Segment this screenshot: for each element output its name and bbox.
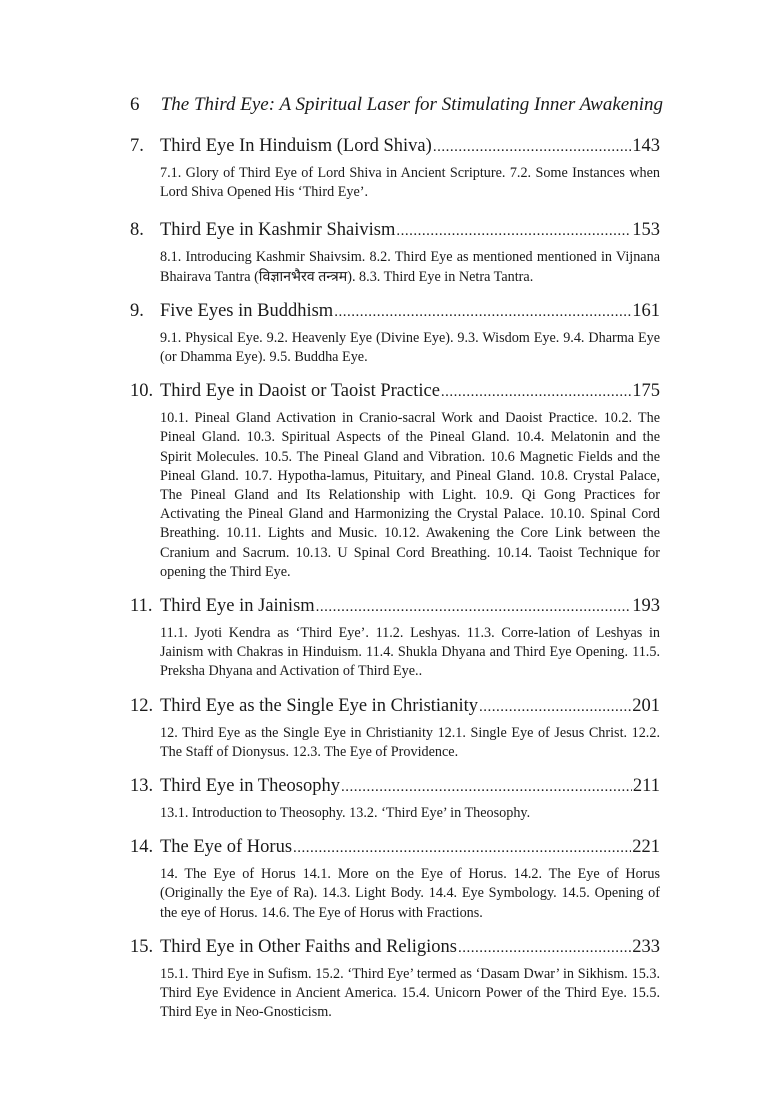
chapter-page-number: 175 xyxy=(632,381,660,402)
chapter-number: 14. xyxy=(130,837,154,858)
chapter-title: The Eye of Horus xyxy=(160,837,293,858)
dot-leader xyxy=(316,595,632,620)
chapter-number: 8. xyxy=(130,220,144,241)
running-title: The Third Eye: A Spiritual Laser for Stimulating Inner Awakening xyxy=(160,94,663,115)
toc-entry xyxy=(130,935,660,1023)
chapter-title: Third Eye as the Single Eye in Christianity xyxy=(160,695,479,716)
toc-entry xyxy=(130,774,660,823)
chapter-number: 10. xyxy=(130,381,154,402)
dot-leader xyxy=(396,219,631,244)
chapter-number: 11. xyxy=(130,596,153,617)
toc-entry-heading xyxy=(130,379,660,405)
toc-entry xyxy=(130,594,660,682)
toc-entry xyxy=(130,218,660,286)
toc-entry-heading xyxy=(130,835,660,861)
toc-entry-heading xyxy=(130,694,660,720)
chapter-page-number: 153 xyxy=(632,220,660,241)
toc-entry xyxy=(130,134,660,202)
dot-leader xyxy=(334,300,631,325)
chapter-title: Five Eyes in Buddhism xyxy=(160,300,334,321)
toc-entry xyxy=(130,835,660,923)
dot-leader xyxy=(293,836,631,861)
toc-entry-heading xyxy=(130,935,660,961)
toc-entry-heading xyxy=(130,774,660,800)
chapter-subsections: 13.1. Introduction to Theosophy. 13.2. ‘Third Eye’ in Theosophy. xyxy=(160,805,531,822)
chapter-page-number: 161 xyxy=(632,300,660,321)
toc-entry-heading xyxy=(130,594,660,620)
chapter-page-number: 193 xyxy=(632,596,660,617)
chapter-number: 15. xyxy=(130,936,154,957)
dot-leader xyxy=(433,135,631,160)
toc-entry-heading xyxy=(130,134,660,160)
page-header xyxy=(130,94,663,122)
toc-entry-heading xyxy=(130,299,660,325)
dot-leader xyxy=(441,380,631,405)
chapter-number: 12. xyxy=(130,695,154,716)
chapter-title: Third Eye in Kashmir Shaivism xyxy=(160,220,396,241)
toc-entry xyxy=(130,379,660,582)
chapter-page-number: 201 xyxy=(632,695,660,716)
chapter-subsections: 12. Third Eye as the Single Eye in Christianity 12.1. Single Eye of Jesus Christ. 12.2. The Staff of Dionysus. 12.3. The Eye of Providence. xyxy=(160,724,660,760)
chapter-number: 9. xyxy=(130,300,144,321)
chapter-number: 13. xyxy=(130,776,154,797)
chapter-page-number: 221 xyxy=(632,837,660,858)
chapter-title: Third Eye In Hinduism (Lord Shiva) xyxy=(160,136,432,156)
chapter-subsections: 14. The Eye of Horus 14.1. More on the Eye of Horus. 14.2. The Eye of Horus (Originally the Eye of Ra). 14.3. Light Body. 14.4. Eye Symbology. 14.5. Opening of the eye of Horus. 14.6. The Eye of Horus with Fractions. xyxy=(160,866,660,921)
chapter-title: Third Eye in Jainism xyxy=(160,596,315,617)
chapter-page-number: 143 xyxy=(632,136,660,156)
chapter-subsections: 7.1. Glory of Third Eye of Lord Shiva in Ancient Scripture. 7.2. Some Instances when Lord Shiva Opened His ‘Third Eye’. xyxy=(160,165,660,201)
chapter-title: Third Eye in Daoist or Taoist Practice xyxy=(160,381,440,402)
toc-entry-heading xyxy=(130,218,660,244)
chapter-page-number: 211 xyxy=(632,776,660,797)
chapter-subsections: 8.1. Introducing Kashmir Shaivsim. 8.2. Third Eye as mentioned mentioned in Vijnana Bhairava Tantra (विज्ञानभैरव तन्त्रम). 8.3. Third Eye in Netra Tantra. xyxy=(160,249,660,285)
page-number: 6 xyxy=(130,94,140,115)
chapter-subsections: 9.1. Physical Eye. 9.2. Heavenly Eye (Divine Eye). 9.3. Wisdom Eye. 9.4. Dharma Eye (or Dhamma Eye). 9.5. Buddha Eye. xyxy=(160,329,660,366)
chapter-subsections: 11.1. Jyoti Kendra as ‘Third Eye’. 11.2. Leshyas. 11.3. Corre-lation of Leshyas in Jainism with Chakras in Hinduism. 11.4. Shukla Dhyana and Third Eye Opening. 11.5. Preksha Dhyana and Activation of Third Eye.. xyxy=(160,625,660,680)
dot-leader xyxy=(341,775,632,800)
chapter-number: 7. xyxy=(130,136,144,156)
chapter-title: Third Eye in Theosophy xyxy=(160,776,341,797)
toc-entry xyxy=(130,299,660,367)
chapter-subsections: 10.1. Pineal Gland Activation in Cranio-sacral Work and Daoist Practice. 10.2. The Pineal Gland. 10.3. Spiritual Aspects of the Pineal Gland. 10.4. Melatonin and the Spirit Molecules. 10.5. The Pineal Gland and Vibration. 10.6 Magnetic Fields and the Pineal Gland. 10.7. Hypotha-lamus, Pituitary, and Pineal Gland. 10.8. Crystal Palace, The Pineal Gland and Its Relationship with Light. 10.9. Qi Gong Practices for Activating the Pineal Gland and Harmonizing the Crystal Palace. 10.10. Spinal Cord Breathing. 10.11. Lights and Music. 10.12. Awakening the Core Link between the Cranium and Sacrum. 10.13. U Spinal Cord Breathing. 10.14. Taoist Technique for opening the Third Eye. xyxy=(160,410,660,580)
dot-leader xyxy=(479,695,631,720)
toc-entry xyxy=(130,694,660,762)
chapter-subsections: 15.1. Third Eye in Sufism. 15.2. ‘Third Eye’ termed as ‘Dasam Dwar’ in Sikhism. 15.3. Third Eye Evidence in Ancient America. 15.4. Unicorn Power of the Third Eye. 15.5. Third Eye in Neo-Gnosticism. xyxy=(160,965,660,1021)
table-of-contents xyxy=(130,134,660,1022)
chapter-title: Third Eye in Other Faiths and Religions xyxy=(160,936,457,957)
dot-leader xyxy=(458,936,631,961)
chapter-page-number: 233 xyxy=(632,936,660,957)
